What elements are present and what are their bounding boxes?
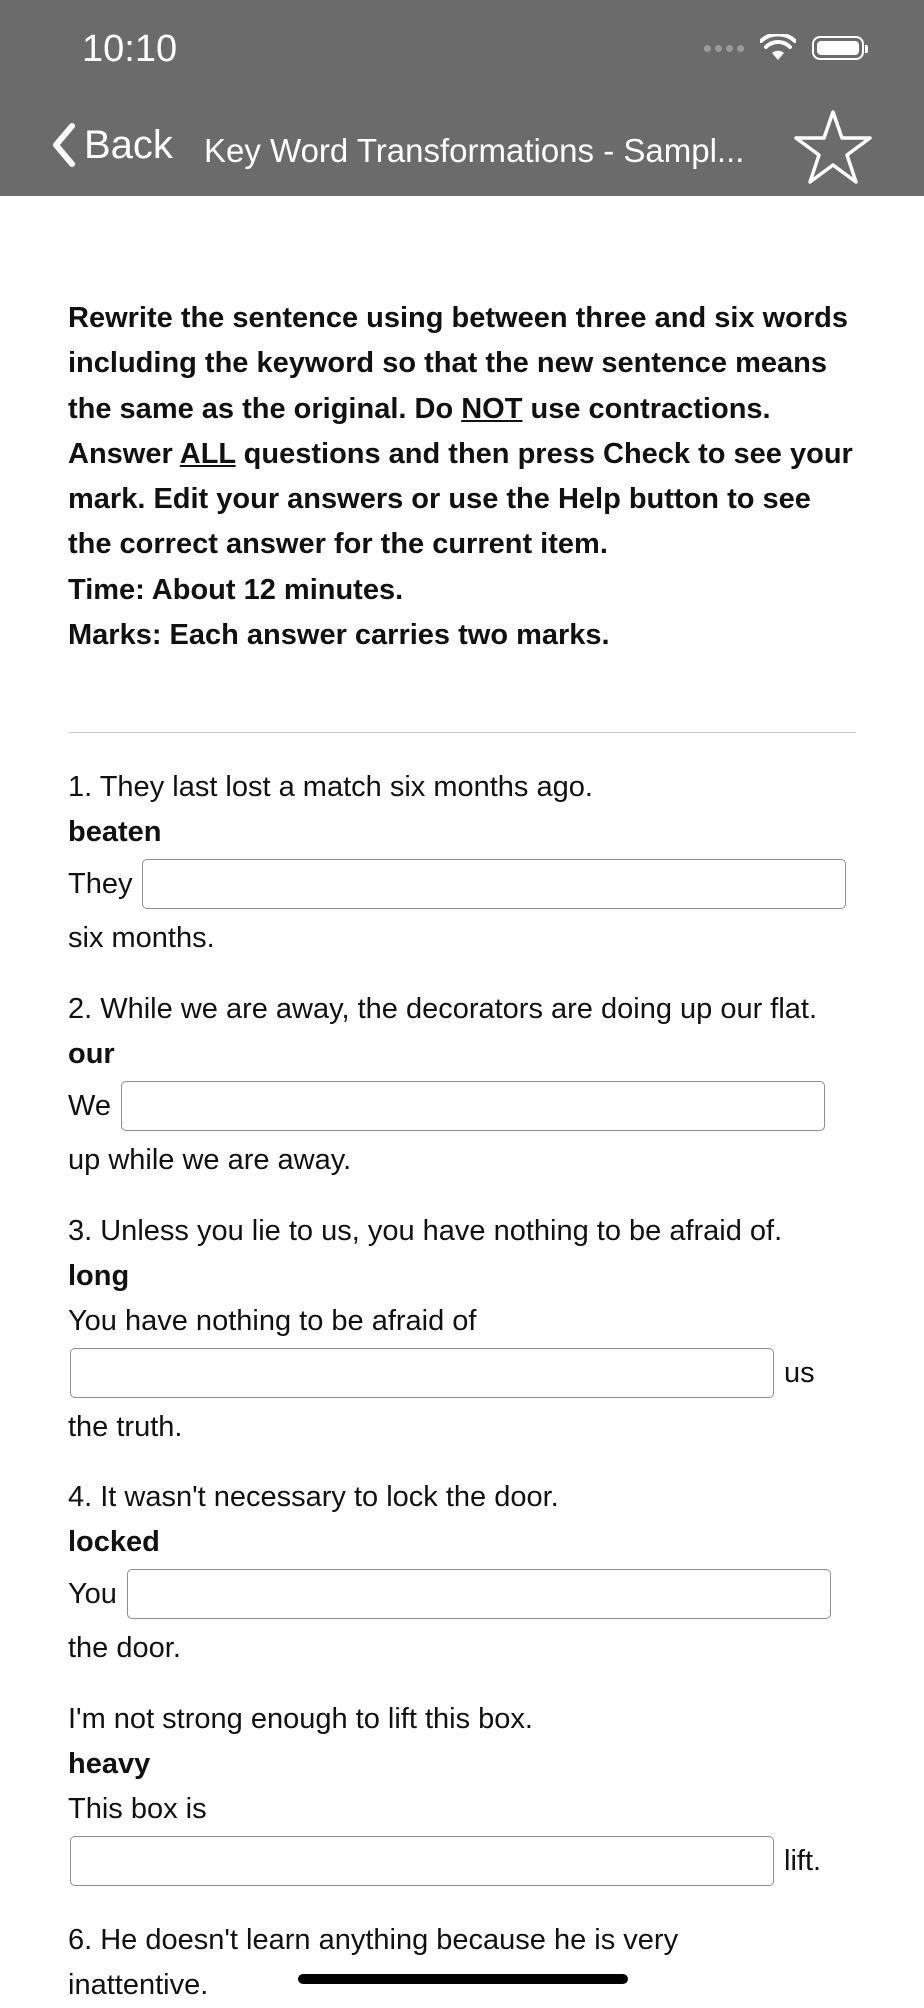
question-sentence: 1. They last lost a match six months ago.: [68, 771, 593, 803]
instructions-block: [68, 296, 858, 658]
question-sentence: 4. It wasn't necessary to lock the door.: [68, 1481, 559, 1513]
question-keyword: beaten: [68, 816, 162, 848]
answer-input-1[interactable]: [142, 859, 846, 909]
answer-prefix: You have nothing to be afraid of: [68, 1305, 477, 1337]
status-time: 10:10: [82, 28, 178, 70]
answer-prefix: You: [68, 1577, 117, 1610]
favorite-star-icon[interactable]: [794, 108, 872, 186]
home-indicator[interactable]: [298, 1974, 628, 1984]
back-button[interactable]: [50, 122, 173, 168]
question-keyword: locked: [68, 1526, 160, 1558]
cellular-signal-icon: [704, 45, 744, 52]
answer-prefix: They: [68, 867, 133, 900]
question-3: [68, 1209, 858, 1450]
question-6: [68, 1918, 768, 2008]
instructions-paragraph-2: Answer ALL questions and then press Check to see your mark. Edit your answers or use the Help button to see the correct answer for the current item.: [68, 437, 853, 561]
navigation-bar: [0, 100, 924, 196]
divider: [68, 732, 856, 733]
question-keyword: our: [68, 1038, 115, 1070]
question-4: [68, 1475, 858, 1671]
question-5: [68, 1697, 858, 1890]
chevron-left-icon: [50, 122, 78, 168]
answer-input-3[interactable]: [70, 1348, 774, 1398]
instructions-marks: Marks: Each answer carries two marks.: [68, 619, 610, 652]
question-keyword: long: [68, 1260, 130, 1292]
question-sentence: 2. While we are away, the decorators are doing up our flat.: [68, 993, 818, 1025]
answer-suffix: the door.: [68, 1632, 181, 1664]
question-keyword: heavy: [68, 1748, 151, 1780]
answer-inline-suffix: lift.: [784, 1844, 822, 1877]
answer-suffix: six months.: [68, 922, 215, 954]
answer-prefix: This box is: [68, 1793, 207, 1825]
wifi-icon: [760, 34, 796, 62]
question-sentence: I'm not strong enough to lift this box.: [68, 1703, 533, 1735]
back-label: Back: [84, 122, 173, 167]
answer-input-5[interactable]: [70, 1836, 774, 1886]
answer-input-4[interactable]: [127, 1569, 831, 1619]
battery-icon: [812, 36, 864, 60]
question-sentence: 6. He doesn't learn anything because he is very inattentive.: [68, 1924, 679, 2001]
instructions-time: Time: About 12 minutes.: [68, 573, 404, 606]
status-icons: [704, 34, 864, 62]
answer-input-2[interactable]: [121, 1081, 825, 1131]
instructions: [68, 296, 858, 658]
question-sentence: 3. Unless you lie to us, you have nothing to be afraid of.: [68, 1215, 783, 1247]
answer-inline-suffix: us: [784, 1356, 815, 1389]
answer-prefix: We: [68, 1089, 111, 1122]
top-bar: [0, 0, 924, 196]
answer-suffix: up while we are away.: [68, 1144, 352, 1176]
answer-suffix: the truth.: [68, 1411, 183, 1443]
question-2: [68, 987, 858, 1183]
question-1: [68, 765, 858, 961]
instructions-paragraph-1: Rewrite the sentence using between three and six words including the keyword so that the new sentence means the same as the original. Do NOT use contractions.: [68, 302, 848, 425]
page-title: Key Word Transformations - Sampl...: [204, 132, 745, 169]
